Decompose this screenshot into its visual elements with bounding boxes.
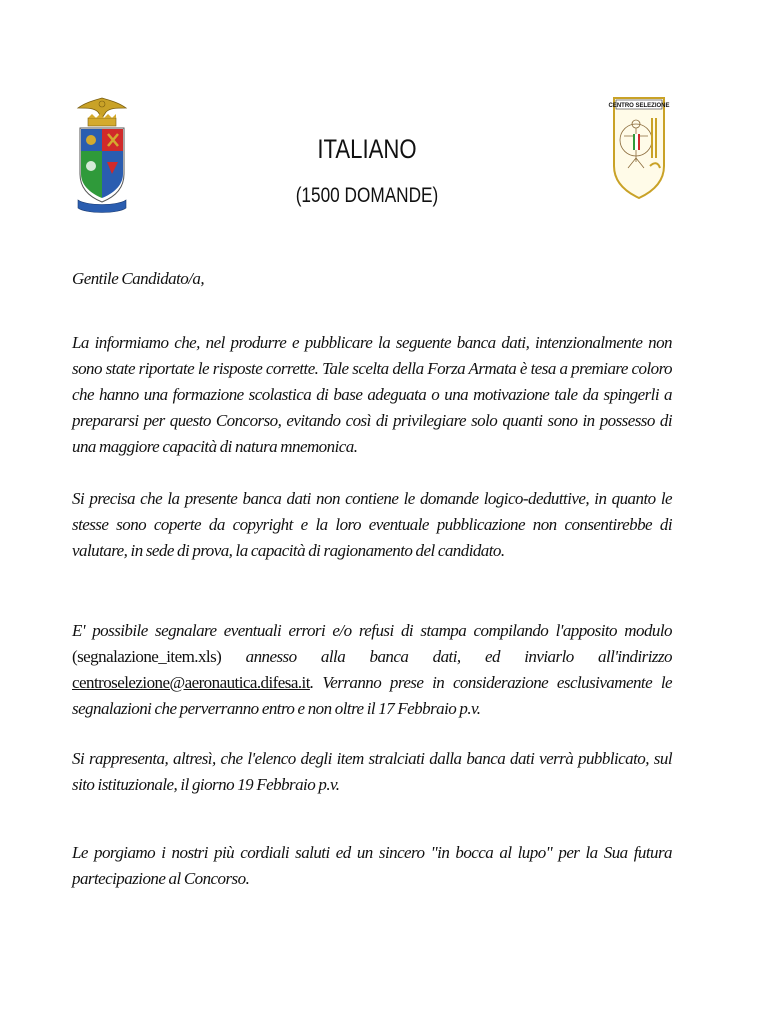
right-logo-text: CENTRO SELEZIONE	[608, 103, 670, 109]
letter-paragraph-errors-body	[72, 670, 672, 722]
letter-paragraph-errors-intro: E' possibile segnalare eventuali errori e/o refusi di stampa compilando l'apposito modulo	[72, 621, 672, 640]
errors-deadline-text: . Verranno prese in considerazione esclusivamente le segnalazioni che perverranno entro e non oltre il 17 Febbraio p.v.	[72, 673, 672, 718]
attachment-filename: (segnalazione_item.xls)	[72, 647, 222, 666]
letter-paragraph-answers: La informiamo che, nel produrre e pubblicare la seguente banca dati, intenzionalmente non sono state riportate le risposte corrette. Tale scelta della Forza Armata è tesa a premiare coloro che hanno una formazione scolastica di base adeguata o una motivazione tale da spingerli a prepararsi per questo Concorso, evitando così di privilegiare solo quanti sono in possesso di una maggiore capacità di natura mnemonica.	[72, 333, 672, 456]
letter-closing: Le porgiamo i nostri più cordiali saluti ed un sincero "in bocca al lupo" per la Sua futura partecipazione al Concorso.	[72, 843, 672, 888]
page-subtitle: (1500 DOMANDE)	[295, 184, 439, 207]
letter-salutation: Gentile Candidato/a,	[72, 269, 205, 288]
email-link[interactable]: centroselezione@aeronautica.difesa.it	[72, 673, 310, 692]
attachment-text: annesso alla banca dati, ed inviarlo all'indirizzo	[221, 647, 672, 666]
letter-paragraph-publication: Si rappresenta, altresì, che l'elenco degli item stralciati dalla banca dati verrà pubblicato, sul sito istituzionale, il giorno 19 Febbraio p.v.	[72, 749, 672, 794]
letter-paragraph-errors-attachment	[72, 644, 672, 670]
page-title: ITALIANO	[317, 134, 417, 164]
letter-paragraph-copyright: Si precisa che la presente banca dati non contiene le domande logico-deduttive, in quanto le stesse sono coperte da copyright e la loro eventuale pubblicazione non consentirebbe di valutare, in sede di prova, la capacità di ragionamento del candidato.	[72, 489, 672, 560]
